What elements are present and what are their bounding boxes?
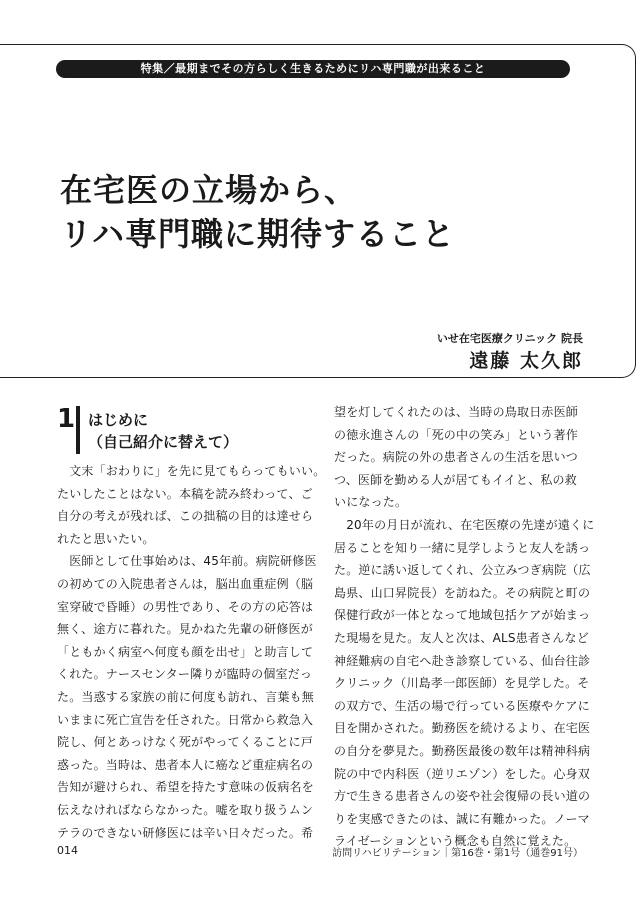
article-title	[60, 168, 580, 256]
body-line: 室穿破で昏睡）の男性であり、その方の応答は	[57, 599, 314, 614]
body-column-right	[334, 401, 595, 853]
section-title	[88, 409, 238, 453]
feature-banner: 特集／最期までその方らしく生きるためにリハ専門職が出来ること	[56, 60, 570, 78]
body-line: だった。病院の外の患者さんの生活を思いつ	[334, 450, 579, 465]
body-line: 惑った。当時は、患者本人に癌など重症病名の	[57, 757, 314, 772]
body-line: 望を灯してくれたのは、当時の鳥取日赤医師	[334, 405, 579, 419]
body-line: の双方で、生活の場で行っている医療やケアに	[334, 698, 590, 713]
body-line: 告知が避けられ、希望を持たす意味の仮病名を	[57, 780, 314, 795]
body-line: いままに死亡宣告を任された。日常から救急入	[57, 712, 314, 727]
section-title-line-1: はじめに	[88, 411, 149, 429]
body-line: 居ることを知り一緒に見学しようと友人を誘っ	[334, 540, 591, 555]
author-name: 遠藤 太久郎	[469, 350, 583, 372]
body-line: いになった。	[334, 495, 408, 510]
body-line: 伝えなければならなかった。嘘を取り扱うムン	[57, 802, 314, 817]
section-heading	[57, 404, 317, 456]
title-line-2: リハ専門職に期待すること	[60, 215, 456, 253]
body-line: つ、医師を勤める人が居てもイイと、私の救	[334, 472, 577, 487]
body-line: 「ともかく病室へ何度も顔を出せ」と助言して	[57, 644, 314, 659]
body-line: の自分を夢見た。勤務医最後の数年は精神科病	[334, 743, 591, 758]
section-number: 1	[57, 404, 76, 434]
journal-info: 訪問リハビリテーション｜第16巻・第1号（通巻91号）	[332, 848, 583, 859]
body-line: 医師として仕事始めは、45年前。病院研修医	[57, 554, 317, 569]
title-line-1: 在宅医の立場から、	[60, 171, 358, 209]
body-line: 目を開かされた。勤務医を続けるより、在宅医	[334, 721, 591, 736]
body-line: 方で生きる患者さんの姿や社会復帰の長い道の	[334, 789, 591, 804]
body-line: た。当惑する家族の前に何度も訪れ、言葉も無	[57, 689, 314, 704]
body-line: りを実感できたのは、誠に有難かった。ノーマ	[334, 811, 590, 826]
body-line: 院の中で内科医（逆リエゾン）をした。心身双	[334, 766, 590, 781]
body-line: た。逆に誘い返してくれ、公立みつぎ病院（広	[334, 563, 591, 578]
body-line: たいしたことはない。本稿を読み終わって、ご	[57, 486, 313, 501]
body-line: 保健行政が一体となって地域包括ケアが始まっ	[334, 608, 591, 623]
page-number: 014	[57, 844, 78, 857]
body-line: 文末「おわりに」を先に見てもらってもいい。	[57, 464, 326, 478]
section-bar	[76, 406, 80, 454]
body-line: 20年の月日が流れ、在宅医療の先達が遠くに	[334, 517, 595, 532]
body-line: 島県、山口昇院長）を訪ねた。その病院と町の	[334, 585, 591, 600]
body-line: 無く、途方に暮れた。見かねた先輩の研修医が	[57, 622, 313, 637]
body-line: た現場を見た。友人と次は、ALS患者さんなど	[334, 630, 589, 645]
author-affiliation: いせ在宅医療クリニック 院長	[436, 332, 583, 345]
body-column-left	[57, 460, 326, 844]
body-line: 神経難病の自宅へ赴き診察している、仙台往診	[334, 653, 591, 668]
body-line: の徳永進さんの「死の中の笑み」という著作	[334, 427, 579, 442]
body-line: ライゼーションという概念も自然に覚えた。	[334, 834, 577, 849]
body-line: くれた。ナースセンター隣りが臨時の個室だっ	[57, 667, 313, 682]
body-line: れたと思いたい。	[57, 531, 155, 546]
body-line: テラのできない研修医には辛い日々だった。希	[57, 825, 314, 840]
body-line: の初めての入院患者さんは，脳出血重症例（脳	[57, 576, 314, 591]
body-line: 院し、何とあっけなく死がやってくることに戸	[57, 735, 314, 750]
body-line: 自分の考えが残れば、この拙稿の目的は達せら	[57, 509, 314, 524]
section-title-line-2: （自己紹介に替えて）	[88, 433, 239, 451]
body-line: クリニック（川島孝一郎医師）を見学した。そ	[334, 676, 590, 691]
